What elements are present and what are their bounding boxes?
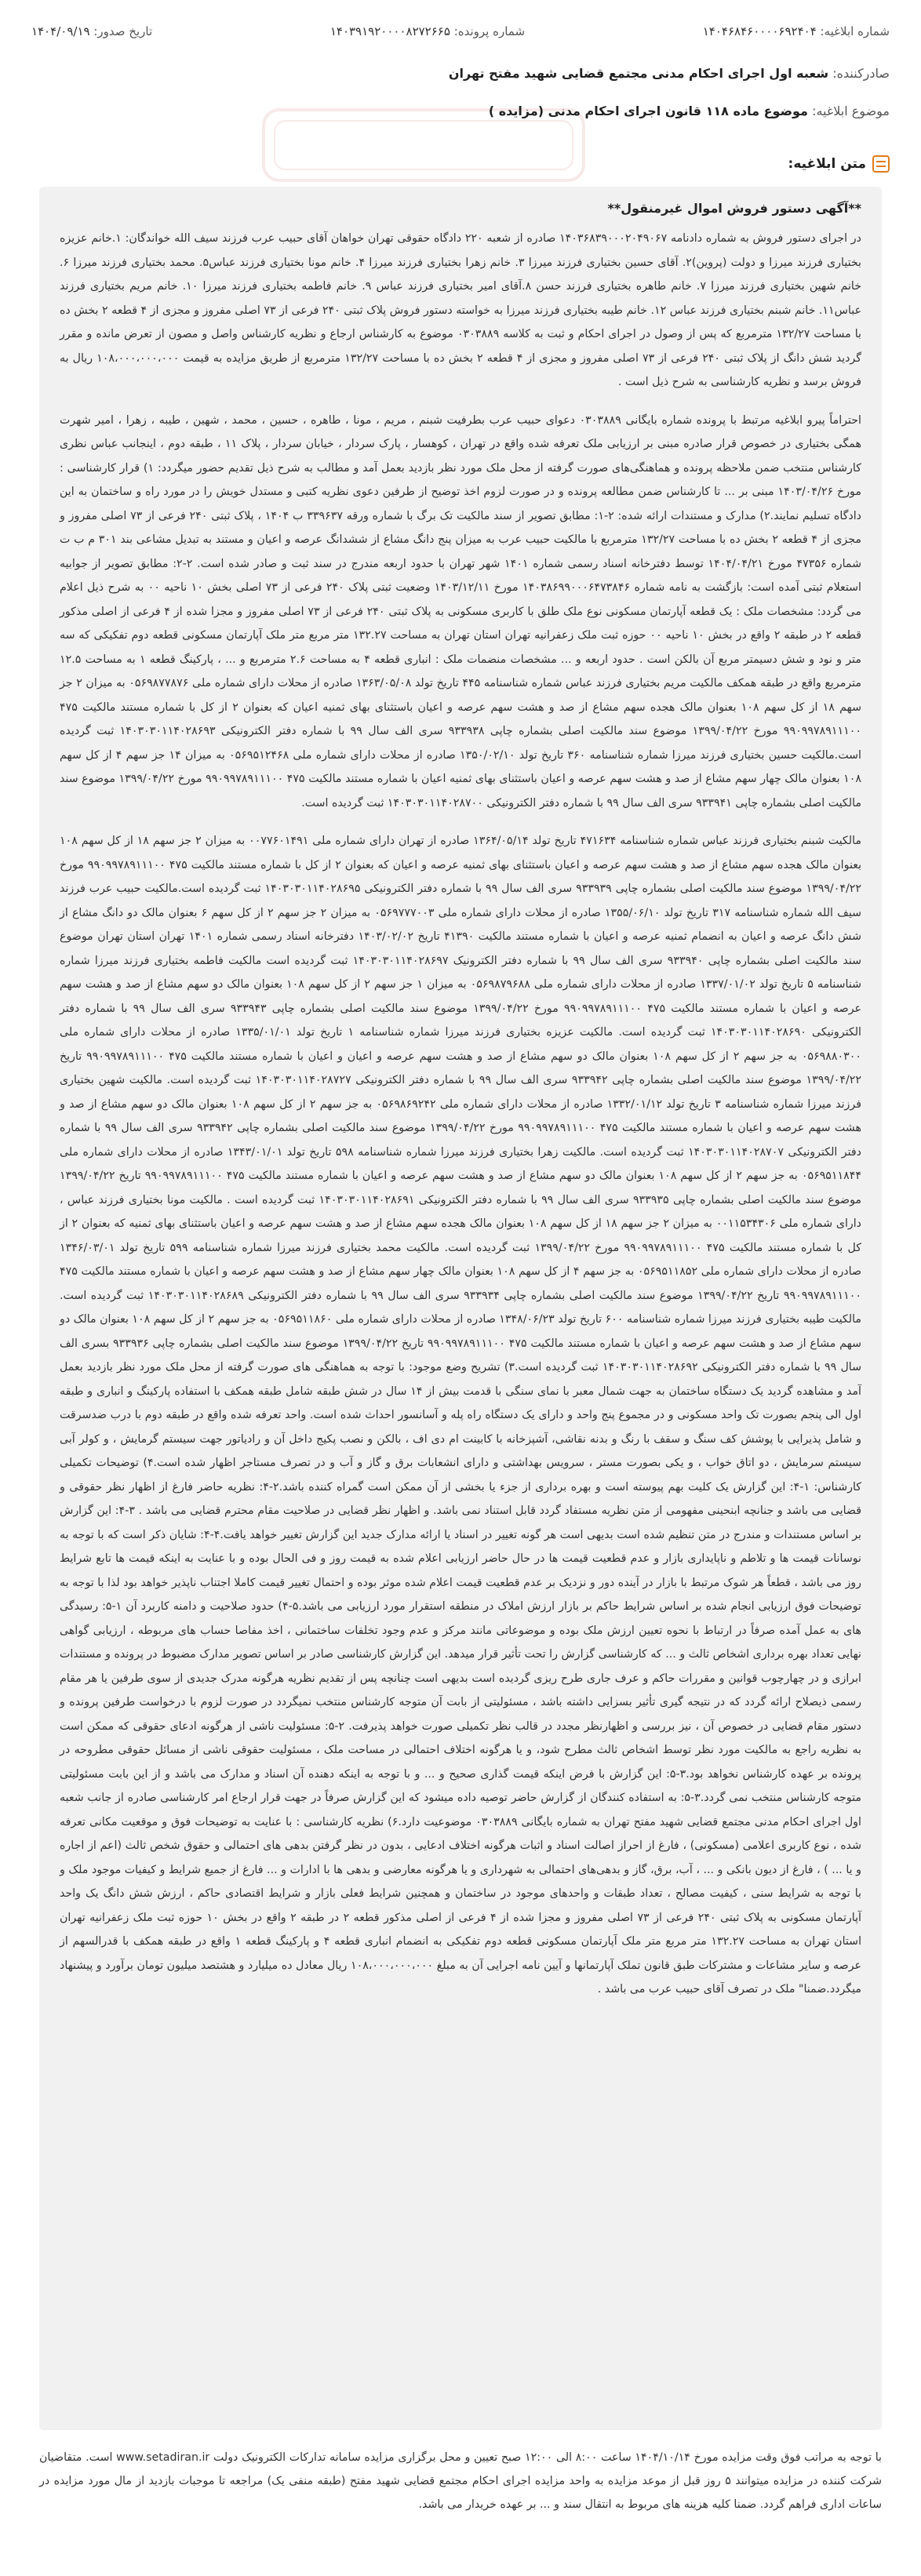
sender-label: صادرکننده: bbox=[832, 66, 890, 81]
sender-value: شعبه اول اجرای احکام مدنی مجتمع قضایی شهید مفتح تهران bbox=[448, 66, 829, 81]
notice-text-panel bbox=[39, 187, 882, 2430]
notice-meta-row bbox=[31, 20, 890, 42]
subject-label: موضوع ابلاغیه: bbox=[812, 104, 890, 118]
sender-line bbox=[31, 66, 890, 81]
case-number-label: شماره پرونده: bbox=[453, 24, 526, 38]
subject-line bbox=[31, 104, 890, 118]
issue-date-value: ۱۴۰۴/۰۹/۱۹ bbox=[31, 24, 90, 38]
document-icon bbox=[872, 155, 890, 173]
auction-footer-text: با توجه به مراتب فوق وقت مزایده مورخ ۱۴۰۴/۱۰/۱۴ ساعت ۸:۰۰ الی ۱۲:۰۰ صبح تعیین و محل برگزاری مزایده سامانه تدارکات الکترونیک دولت www.setadiran.ir است. متقاضیان شرکت کننده در مزایده میتوانند ۵ روز قبل از موعد مزایده به واحد مزایده اجرای احکام مجتمع قضایی شهید مفتح (طبقه منفی یک) مراجعه تا موجبات بازدید از مال مورد مزایده در ساعات اداری فراهم گردد. ضمنا کلیه هزینه های مربوط به انتقال سند و ... بر عهده خریدار می باشد. bbox=[39, 2451, 882, 2511]
notice-paragraph: احتراماً پیرو ابلاغیه مرتبط با پرونده شماره بایگانی ۰۳۰۳۸۸۹ دعوای حبیب عرب بطرفیت شبنم ، مریم ، مونا ، طاهره ، حسین ، محمد ، شهین ، طیبه ، زهرا ، امیر شهرت همگی بختیاری در خصوص قرار صادره مبنی بر ارزیابی ملک تعرفه شده واقع در تهران ، کوهسار ، پارک سردار ، خیابان سردار ، پلاک ۱۱ ، طبقه دوم ، اینجانب عباس نظری کارشناس منتخب ضمن ملاحظه پرونده و هماهنگی‌های صورت گرفته از محل ملک مورد نظر بازدید بعمل آمد و مطالب به شرح ذیل تقدیم حضور میگردد: ۱) قرار کارشناسی : مورخ ۱۴۰۳/۰۴/۲۶ مبنی بر ... تا کارشناس ضمن مطالعه پرونده و در صورت لزوم اخذ توضیح از طرفین دعوی نظریه کتبی و مستدل خویش را در مورد راه و ساختمان به این دادگاه تسلیم نمایند.۲) مدارک و مستندات ارائه شده: ۲-۱: مطابق تصویر از سند مالکیت تک برگ با شماره ورقه ۳۳۹۶۳۷ ب ۱۴۰۴ ، پلاک ثبتی ۲۴۰ فرعی از ۷۳ اصلی مفروز و مجزی از ۴ قطعه ۲ بخش ده با مساحت ۱۳۲/۲۷ مترمربع با مالکیت حبیب عرب به میزان پنج دانگ مشاع از ششدانگ عرصه و اعیان و مستند به تبدیل مشاعی بند ۳۰۱ م ب ت شماره ۴۷۳۵۶ مورخ ۱۴۰۴/۰۴/۲۱ توسط دفترخانه اسناد رسمی شماره ۱۴۰۱ شهر تهران با حدود اربعه مندرج در سند ثبت و صادر شده است. ۲-۲: مطابق تصویر از جوابیه استعلام ثبتی آمده است: بازگشت به نامه شماره ۱۴۰۳۸۶۹۹۰۰۰۶۴۷۳۸۴۶ مورخ ۱۴۰۳/۱۲/۱۱ وضعیت ثبتی پلاک ۲۴۰ فرعی از ۷۳ اصلی بخش ۱۰ ناحیه ۰۰ به شرح ذیل اعلام می گردد: مشخصات ملک : یک قطعه آپارتمان مسکونی نوع ملک طلق با کاربری مسکونی به پلاک ثبتی ۲۴۰ فرعی از ۷۳ اصلی مفروز و مجزا شده از ۴ فرعی از اصلی مذکور قطعه ۲ در طبقه ۲ واقع در بخش ۱۰ ناحیه ۰۰ حوزه ثبت ملک زعفرانیه تهران استان تهران به مساحت ۱۳۲.۲۷ متر مربع متر ملک آپارتمان مسکونی قطعه دوم تفکیکی که سه متر و نود و شش دسیمتر مربع آن بالکن است . حدود اربعه و ... مشخصات منضمات ملک : انباری قطعه ۴ به مساحت ۲.۶ مترمربع و ... ، پارکینگ قطعه ۱ به مساحت ۱۲.۵ مترمربع واقع در طبقه همکف مالکیت مریم بختیاری فرزند عباس شماره شناسنامه ۴۴۵ تاریخ تولد ۱۳۶۳/۰۵/۰۸ صادره از محلات دارای شماره ملی ۰۵۶۹۸۷۷۸۷۶ به میزان ۲ جز سهم ۱۸ از کل سهم ۱۰۸ بعنوان مالک هجده سهم مشاع از صد و هشت سهم عرصه و اعیان باستثنای بهای ثمنیه اعیان که بعنوان ۲ از کل با شماره مستند مالکیت ۴۷۵ ۹۹۰۹۹۷۸۹۱۱۱۰۰ مورخ ۱۳۹۹/۰۴/۲۲ موضوع سند مالکیت اصلی بشماره چاپی ۹۳۳۹۳۸ سری الف سال ۹۹ با شماره دفتر الکترونیکی ۱۴۰۳۰۳۰۱۱۴۰۲۸۶۹۳ ثبت گردیده است.مالکیت حسین بختیاری فرزند میرزا شماره شناسنامه ۳۶۰ تاریخ تولد ۱۳۵۰/۰۲/۱۰ صادره از محلات دارای شماره ملی ۰۵۶۹۵۱۲۴۶۸ به میزان ۱۴ جز سهم ۴ از کل سهم ۱۰۸ بعنوان مالک چهار سهم مشاع از صد و هشت سهم عرصه و اعیان باستثنای بهای ثمنیه اعیان با شماره مستند مالکیت ۴۷۵ ۹۹۰۹۹۷۸۹۱۱۱۰۰ مورخ ۱۳۹۹/۰۴/۲۲ موضوع سند مالکیت اصلی بشماره چاپی ۹۳۳۹۴۱ سری الف سال ۹۹ با شماره دفتر الکترونیکی ۱۴۰۳۰۳۰۱۱۴۰۲۸۷۰۰ ثبت گردیده است. bbox=[60, 413, 862, 810]
notice-text-header bbox=[788, 155, 890, 173]
notice-number bbox=[703, 24, 890, 38]
notice-text-title: متن ابلاغیه: bbox=[788, 156, 866, 172]
notice-paragraph: مالکیت شبنم بختیاری فرزند عباس شماره شناسنامه ۴۷۱۶۳۴ تاریخ تولد ۱۳۶۴/۰۵/۱۴ صادره از تهران دارای شماره ملی ۰۰۷۷۶۰۱۴۹۱ به میزان ۲ جز سهم ۱۸ از کل سهم ۱۰۸ بعنوان مالک هجده سهم مشاع از صد و هشت سهم عرصه و اعیان باستثنای بهای ثمنیه عرصه و اعیان که بعنوان ۲ از کل با شماره مستند مالکیت ۴۷۵ ۹۹۰۹۹۷۸۹۱۱۱۰۰ مورخ ۱۳۹۹/۰۴/۲۲ موضوع سند مالکیت اصلی بشماره چاپی ۹۳۳۹۳۹ سری الف سال ۹۹ با شماره دفتر الکترونیکی ۱۴۰۳۰۳۰۱۱۴۰۲۸۶۹۵ ثبت گردیده است.مالکیت حبیب عرب فرزند سیف الله شماره شناسنامه ۳۱۷ تاریخ تولد ۱۳۵۵/۰۶/۱۰ صادره از محلات دارای شماره ملی ۰۵۶۹۷۷۷۰۰۳ به میزان ۲ جز سهم ۲ از کل سهم ۶ بعنوان مالک دو دانگ مشاع از شش دانگ عرصه و اعیان به انضمام ثمنیه عرصه و اعیان با شماره مستند مالکیت ۴۱۳۹۰ تاریخ ۱۴۰۳/۰۲/۰۲ دفترخانه اسناد رسمی شماره ۱۴۰۱ تهران استان تهران موضوع سند مالکیت اصلی بشماره چاپی ۹۳۳۹۴۰ سری الف سال ۹۹ با شماره دفتر الکترونیک ۱۴۰۳۰۳۰۱۱۴۰۲۸۶۹۷ ثبت گردیده است مالکیت فاطمه بختیاری فرزند میرزا شماره شناسنامه ۵ تاریخ تولد ۱۳۳۷/۰۱/۰۲ صادره از محلات دارای شماره ملی ۰۵۶۹۸۷۹۶۸۸ به میزان ۱ جز سهم ۲ از کل سهم ۱۰۸ بعنوان مالک دو سهم مشاع از صد و هشت سهم عرصه و اعیان با شماره مستند مالکیت ۴۷۵ ۹۹۰۹۹۷۸۹۱۱۱۰۰ مورخ ۱۳۹۹/۰۴/۲۲ موضوع سند مالکیت اصلی بشماره چاپی ۹۳۳۹۴۳ سری الف سال ۹۹ با شماره دفتر الکترونیکی ۱۴۰۳۰۳۰۱۱۴۰۲۸۶۹۰ ثبت گردیده است. مالکیت عزیزه بختیاری فرزند میرزا شماره شناسنامه ۱ تاریخ تولد ۱۳۳۵/۰۱/۰۱ صادره از محلات دارای شماره ملی ۰۵۶۹۸۸۰۳۰۰ به جز سهم ۲ از کل سهم ۱۰۸ بعنوان مالک دو سهم مشاع از صد و هشت سهم عرصه و اعیان و اعیان با شماره مستند مالکیت ۴۷۵ ۹۹۰۹۹۷۸۹۱۱۱۰۰ تاریخ ۱۳۹۹/۰۴/۲۲ موضوع سند مالکیت اصلی بشماره چاپی ۹۳۳۹۴۲ سری الف سال ۹۹ با شماره دفتر الکترونیکی ۱۴۰۳۰۳۰۱۱۴۰۲۸۷۲۷ ثبت گردیده است. مالکیت شهین بختیاری فرزند میرزا شماره شناسنامه ۳ تاریخ تولد ۱۳۳۲/۰۱/۱۲ صادره از محلات دارای شماره ملی ۰۵۶۹۸۶۹۲۴۲ به جز سهم ۲ از کل سهم ۱۰۸ بعنوان مالک دو سهم مشاع از صد و هشت سهم عرصه و اعیان با شماره مستند مالکیت ۴۷۵ ۹۹۰۹۹۷۸۹۱۱۱۰۰ مورخ ۱۳۹۹/۰۴/۲۲ موضوع سند مالکیت اصلی بشماره چاپی ۹۳۳۹۴۲ سری الف سال ۹۹ با شماره دفتر الکترونیکی ۱۴۰۳۰۳۰۱۱۴۰۲۸۷۰۷ ثبت گردیده است. مالکیت زهرا بختیاری فرزند میرزا شماره شناسنامه ۵۹۸ تاریخ تولد ۱۳۴۳/۰۱/۰۱ صادره از محلات دارای شماره ملی ۰۵۶۹۵۱۱۸۴۴ به جز سهم ۲ از کل سهم ۱۰۸ بعنوان مالک دو سهم مشاع از صد و هشت سهم عرصه و اعیان با شماره مستند مالکیت ۴۷۵ ۹۹۰۹۹۷۸۹۱۱۱۰۰ تاریخ ۱۳۹۹/۰۴/۲۲ موضوع سند مالکیت اصلی بشماره چاپی ۹۳۳۹۳۵ سری الف سال ۹۹ با شماره دفتر الکترونیکی ۱۴۰۳۰۳۰۱۱۴۰۲۸۶۹۱ ثبت گردیده است . مالکیت مونا بختیاری فرزند عباس ، دارای شماره ملی ۰۰۱۱۵۳۴۳۰۶ به میزان ۲ جز سهم ۱۸ از کل سهم ۱۰۸ بعنوان مالک هجده سهم مشاع از صد و هشت سهم عرصه و اعیان باستثنای بهای ثمنیه که بعنوان ۲ از کل با شماره مستند مالکیت ۴۷۵ ۹۹۰۹۹۷۸۹۱۱۱۰۰ مورخ ۱۳۹۹/۰۴/۲۲ ثبت گردیده است. مالکیت محمد بختیاری فرزند میرزا شماره شناسنامه ۵۹۹ تاریخ تولد ۱۳۴۶/۰۳/۰۱ صادره از محلات دارای شماره ملی ۰۵۶۹۵۱۱۸۵۲ به جز سهم ۴ از کل سهم ۱۰۸ بعنوان مالک چهار سهم مشاع از صد و هشت سهم عرصه و اعیان با شماره مستند مالکیت ۴۷۵ ۹۹۰۹۹۷۸۹۱۱۱۰۰ تاریخ ۱۳۹۹/۰۴/۲۲ موضوع سند مالکیت اصلی بشماره چاپی ۹۳۳۹۳۴ سری الف سال ۹۹ با شماره دفتر الکترونیکی ۱۴۰۳۰۳۰۱۱۴۰۲۸۶۸۹ ثبت گردیده است. مالکیت طیبه بختیاری فرزند میرزا شماره شناسنامه ۶۰۰ تاریخ تولد ۱۳۴۸/۰۶/۲۳ صادره از محلات دارای شماره ملی ۰۵۶۹۵۱۱۸۶۰ به جز سهم ۲ از کل سهم ۱۰۸ بعنوان مالک دو سهم مشاع از صد و هشت سهم عرصه و اعیان با شماره مستند مالکیت ۴۷۵ ۹۹۰۹۹۷۸۹۱۱۱۰۰ تاریخ ۱۳۹۹/۰۴/۲۲ موضوع سند مالکیت اصلی بشماره چاپی ۹۳۳۹۳۶ بسری الف سال ۹۹ با شماره دفتر الکترونیکی ۱۴۰۳۰۳۰۱۱۴۰۲۸۶۹۲ ثبت گردیده است.۳) تشریح وضع موجود: با توجه به هماهنگی های صورت گرفته از محل ملک مورد نظر بازدید بعمل آمد و مشاهده گردید یک دستگاه ساختمان به جهت شمال معبر با نمای سنگی با قدمت بیش از ۱۴ سال در شش طبقه شامل طبقه همکف با استفاده پارکینگ و انباری و طبقه اول الی پنجم بصورت تک واحد مسکونی و در مجموع پنج واحد و دارای یک دستگاه راه پله و آسانسور احداث شده است. واحد تعرفه شده واقع در طبقه دوم با درب ضدسرقت و شامل پذیرایی با پوشش کف سنگ و سقف با رنگ و بدنه نقاشی، آشپزخانه با کابینت ام دی اف ، بالکن و نصب پکیج داخل آن و رادیاتور جهت سیستم گرمایش ، و کولر آبی سیستم سرمایش ، دو اتاق خواب ، و یکی بصورت مستر ، سرویس بهداشتی و دارای انشعابات برق و گاز و آب و در تصرف مستاجر اظهار شده است.۴) توضیحات تکمیلی کارشناس: ۱-۴: این گزارش یک کلیت بهم پیوسته است و بهره برداری از جزء یا بخشی از آن ممکن است گمراه کننده باشد.۲-۴: نظریه حاضر فارغ از اظهار نظر حقوقی و قضایی می باشد و جنانچه ابنحینی مفهومی از متن نظریه مستفاد گردد قابل استناد نمی باشد. و اظهار نظر قضایی در صلاحیت مقام محترم قضایی می باشد . ۳-۴: این گزارش بر اساس مستندات و مندرج در متن تنظیم شده است بدیهی است هر گونه تغییر در اسناد یا ارائه مدارک جدید این گزارش تغییر خواهد یافت.۴-۴: شایان ذکر است که با توجه به نوسانات قیمت ها و تلاطم و ناپایداری بازار و عدم قطعیت قیمت ها در حال حاضر ارزیابی اعلام شده به قیمت روز و فی الحال بوده و با عنایت به اینکه قیمت ها تابع شرایط روز می باشد ، قطعاً هر شوک مرتبط با بازار در آینده دور و نزدیک بر عدم قطعیت قیمت اعلام شده موثر بوده و احتمال تغییر قیمت کاملا اجتناب ناپذیر خواهد بود لذا با توجه به توضیحات فوق ارزیابی انجام شده بر اساس شرایط حاکم بر بازار ارزش املاک در منطقه استقرار مورد ارزیابی می باشد.۵-۴) حدود صلاحیت و دامنه کاربرد آن ۱-۵: رسیدگی های به عمل آمده صرفاً در ارتباط با نحوه تعیین ارزش ملک بوده و موضوعاتی مانند مرکز و عدم وجود تخلفات ساختمانی ، اخذ مفاصا حساب های مربوطه ، ارزیابی گواهی نهایی تعداد بهره برداری اشخاص ثالث و ... که کارشناسی گزارش را تحت تأثیر قرار میدهد. این گزارش کارشناسی صادر بر اساس تصویر مدارک مضبوط در پرونده و مستندات ابرازی و در چهارچوب قوانین و مقررات حاکم و عرف جاری طرح ریزی گردیده است بدیهی است چنانچه پس از تقدیم نظریه هرگونه مدرک جدیدی از سوی طرفین یا هر مقام رسمی ذیصلاح ارائه گردد که در نتیجه گیری تأثیر بسزایی داشته باشد ، مسئولیتی از بابت آن متوجه کارشناس منتخب نمیگردد در صورت لزوم با درخواست طرفین پرونده و دستور مقام قضایی در خصوص آن ، نیز بررسی و اظهارنظر مجدد در قالب نظر تکمیلی صورت خواهد پذیرفت. ۲-۵: مسئولیت ناشی از هرگونه ادعای حقوقی که ممکن است به نظریه راجع به مالکیت مورد نظر توسط اشخاص ثالث مطرح شود، و یا هرگونه اختلاف احتمالی در مساحت ملک ، مسئولیت حقوقی ناشی از مسائل حقوقی مطروحه در پرونده بر عهده کارشناس نخواهد بود.۳-۵: این گزارش با فرض اینکه قیمت گذاری صحیح و ... و با توجه به اینکه دهنده آن اسناد و مدارک می باشد و از این بابت مسئولیتی متوجه کارشناس منتخب نمی گردد.۳-۵: به استفاده کنندگان از گزارش حاضر توصیه داده میشود که این گزارش صرفاً در جهت قرار ارجاع امر کارشناسی صادره از جانب شعبه اول اجرای احکام مدنی مجتمع قضایی شهید مفتح تهران به شماره بایگانی ۰۳۰۳۸۸۹ موضوعیت دارد.۶) نظریه کارشناسی : با عنایت به توضیحات فوق و موقعیت مکانی تعرفه شده ، نوع کاربری اعلامی (مسکونی) ، فارغ از احراز اصالت اسناد و اثبات هرگونه اختلاف ادعایی ، بدون در نظر گرفتن بدهی های احتمالی و حقوق شخص ثالث (اعم از اجاره و یا ... ) ، فارغ از دیون بانکی و ... ، آب، برق، گاز و بدهی‌های احتمالی به شهرداری و یا هرگونه معارضی و بدهی ها با ادارات و ... فارغ از جمیع شرایط و کیفیات موجود ملک و با توجه به شرایط سنی ، کیفیت مصالح ، تعداد طبقات و واحدهای موجود در ساختمان و همچنین شرایط فعلی بازار و شرایط اقتصادی حاکم ، ارزش شش دانگ یک واحد آپارتمان مسکونی به پلاک ثبتی ۲۴۰ فرعی از ۷۳ اصلی مفروز و مجزا شده از ۴ فرعی از اصلی مذکور قطعه ۲ در طبقه ۲ واقع در بخش ۱۰ حوزه ثبت ملک زعفرانیه تهران استان تهران به مساحت ۱۳۲.۲۷ متر مربع متر ملک آپارتمان مسکونی قطعه دوم تفکیکی به انضمام انباری قطعه ۴ و پارکینگ قطعه ۱ واقع در طبقه همکف با قدرالسهم از عرصه و سایر مشاعات و مشترکات طبق قانون تملک آپارتمانها و آیین نامه اجرایی آن به مبلغ ۱۰۸،۰۰۰،۰۰۰،۰۰۰ ریال معادل ده میلیارد و هشتصد میلیون تومان برآورد و پیشنهاد میگردد.ضمنا" ملک در تصرف آقای حبیب عرب می باشد . bbox=[60, 835, 862, 1996]
issue-date-label: تاریخ صدور: bbox=[93, 24, 153, 38]
notice-number-value: ۱۴۰۴۶۸۴۶۰۰۰۰۶۹۲۴۰۴ bbox=[702, 24, 817, 38]
notice-paragraph: در اجرای دستور فروش به شماره دادنامه ۱۴۰۳۶۸۳۹۰۰۰۲۰۴۹۰۶۷ صادره از شعبه ۲۲۰ دادگاه حقوقی تهران خواهان آقای حبیب عرب فرزند سیف الله خواندگان: ۱.خانم عزیزه بختیاری فرزند میرزا و دولت (پروین)۲. آقای حسین بختیاری فرزند میرزا ۳. خانم زهرا بختیاری فرزند میرزا ۴. خانم مونا بختیاری فرزند عباس۵. محمد بختیاری فرزند میرزا ۶. خانم شهین بختیاری فرزند میرزا ۷. خانم طاهره بختیاری فرزند حسن ۸.آقای امیر بختیاری فرزند عباس ۹. خانم فاطمه بختیاری فرزند میرزا ۱۰. خانم مریم بختیاری فرزند عباس۱۱. خانم شبنم بختیاری فرزند عباس ۱۲. خانم طیبه بختیاری فرزند میرزا به خواسته دستور فروش پلاک ثبتی ۲۴۰ فرعی از ۷۳ اصلی مفروز و مجزی از ۴ قطعه ۲ بخش ده با مساحت ۱۳۲/۲۷ مترمربع که پس از وصول در اجرای احکام و ثبت به کلاسه ۰۳۰۳۸۸۹ موضوع به کارشناس ارجاع و نظریه کارشناس واصل و مصون از تعرض مانده و مقرر گردید شش دانگ از پلاک ثبتی ۲۴۰ فرعی از ۷۳ اصلی مفروز و مجزی از ۴ قطعه ۲ بخش ده با مساحت ۱۳۲/۲۷ مترمربع از طریق مزایده به قیمت ۱۰۸،۰۰۰،۰۰۰،۰۰۰ ریال به فروش برسد و نظریه کارشناسی به شرح ذیل است . bbox=[60, 232, 862, 388]
case-number bbox=[330, 24, 525, 38]
issue-date bbox=[31, 24, 152, 38]
case-number-value: ۱۴۰۳۹۱۹۲۰۰۰۰۸۲۷۲۶۶۵ bbox=[329, 24, 450, 38]
notice-number-label: شماره ابلاغیه: bbox=[820, 24, 890, 38]
notice-heading: **آگهی دستور فروش اموال غیرمنقول** bbox=[607, 201, 861, 216]
subject-value: موضوع ماده ۱۱۸ قانون اجرای احکام مدنی (مزایده ) bbox=[488, 104, 808, 118]
